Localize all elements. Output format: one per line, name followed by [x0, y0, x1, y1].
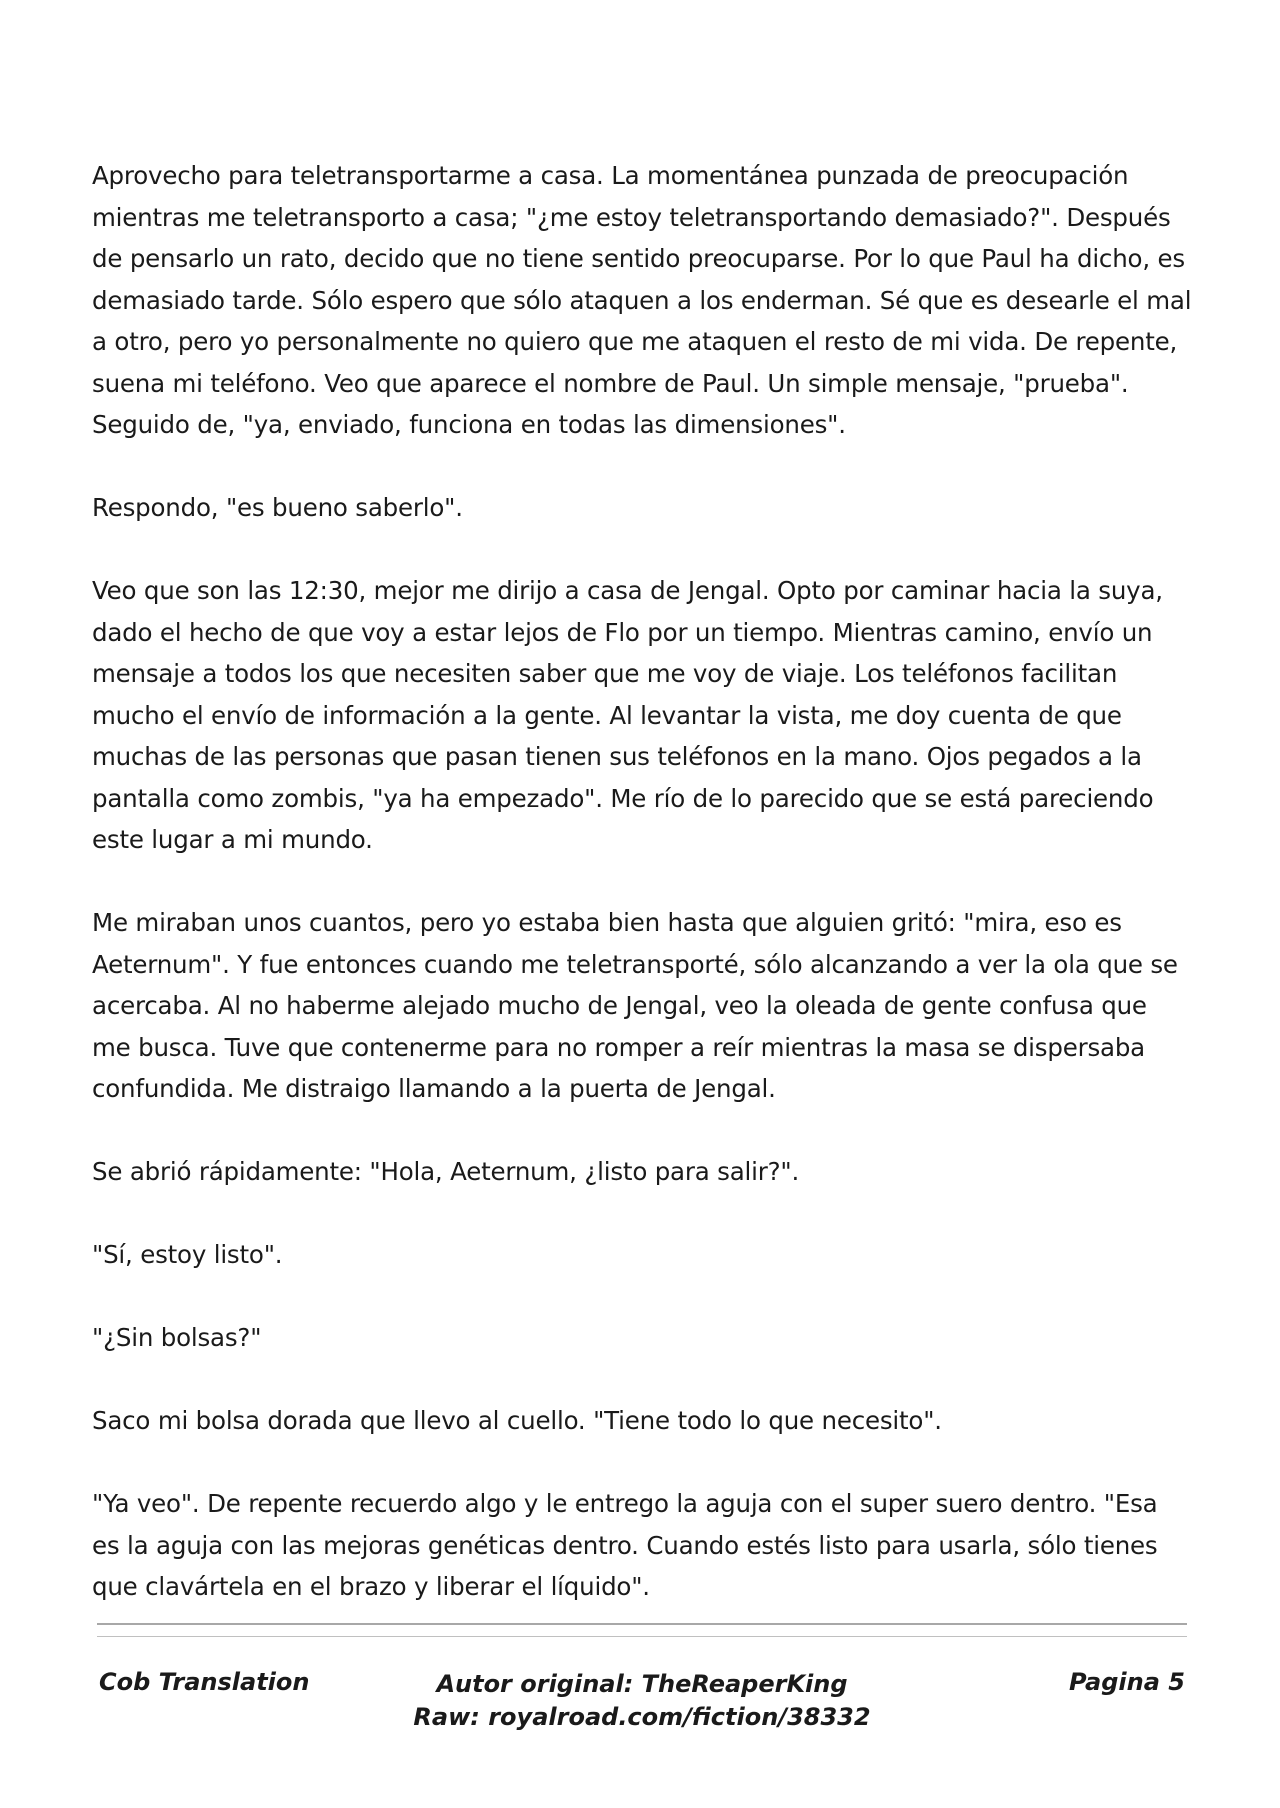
- footer-author: Autor original: TheReaperKing: [436, 1670, 848, 1698]
- paragraph: Aprovecho para teletransportarme a casa. La momentánea punzada de preocupación mientras me teletransporto a casa; "¿me estoy teletransportando demasiado?". Después de pensarlo un rato, decido que no tiene sentido preocuparse. Por lo que Paul ha dicho, es demasiado tarde. Sólo espero que sólo ataquen a los enderman. Sé que es desearle el mal a otro, pero yo personalmente no quiero que me ataquen el resto de mi vida. De repente, suena mi teléfono. Veo que aparece el nombre de Paul. Un simple mensaje, "prueba". Seguido de, "ya, enviado, funciona en todas las dimensiones".: [92, 161, 1192, 439]
- paragraph: "¿Sin bolsas?": [92, 1323, 262, 1352]
- page-footer: [97, 1668, 1187, 1748]
- footer-divider: [97, 1623, 1187, 1625]
- paragraph: Me miraban unos cuantos, pero yo estaba bien hasta que alguien gritó: "mira, eso es Aeternum". Y fue entonces cuando me teletransporté, sólo alcanzando a ver la ola que se acercaba. Al no haberme alejado mucho de Jengal, veo la oleada de gente confusa que me busca. Tuve que contenerme para no romper a reír mientras la masa se dispersaba confundida. Me distraigo llamando a la puerta de Jengal.: [92, 908, 1178, 1103]
- paragraph: Veo que son las 12:30, mejor me dirijo a casa de Jengal. Opto por caminar hacia la suya, dado el hecho de que voy a estar lejos de Flo por un tiempo. Mientras camino, envío un mensaje a todos los que necesiten saber que me voy de viaje. Los teléfonos facilitan mucho el envío de información a la gente. Al levantar la vista, me doy cuenta de que muchas de las personas que pasan tienen sus teléfonos en la mano. Ojos pegados a la pantalla como zombis, "ya ha empezado". Me río de lo parecido que se está pareciendo este lugar a mi mundo.: [92, 576, 1163, 854]
- footer-credits: [97, 1668, 1187, 1734]
- paragraph: "Sí, estoy listo".: [92, 1240, 283, 1269]
- page-number: Pagina 5: [1069, 1668, 1185, 1696]
- paragraph: "Ya veo". De repente recuerdo algo y le entrego la aguja con el super suero dentro. "Esa es la aguja con las mejoras genéticas dentro. Cuando estés listo para usarla, sólo tienes que clavártela en el brazo y liberar el líquido".: [92, 1489, 1158, 1601]
- footer-source: Raw: royalroad.com/fiction/38332: [413, 1703, 871, 1731]
- body-text: [92, 155, 1192, 1649]
- footer-divider: [97, 1636, 1187, 1637]
- footer-translator: Cob Translation: [99, 1668, 310, 1696]
- paragraph: Saco mi bolsa dorada que llevo al cuello. "Tiene todo lo que necesito".: [92, 1406, 942, 1435]
- paragraph: Se abrió rápidamente: "Hola, Aeternum, ¿listo para salir?".: [92, 1157, 800, 1186]
- paragraph: Respondo, "es bueno saberlo".: [92, 493, 463, 522]
